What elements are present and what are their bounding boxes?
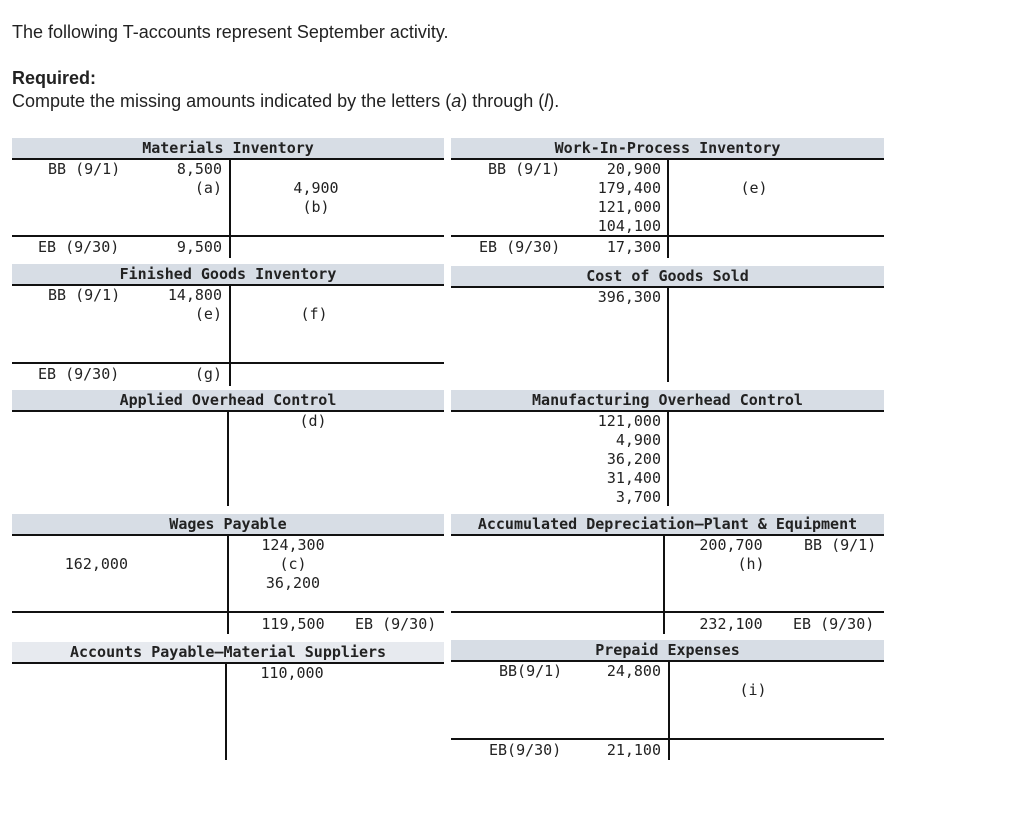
required-text-part: Compute the missing amounts indicated by the letters ( — [12, 91, 452, 111]
debit-value: 179,400 — [597, 179, 661, 197]
intro-text: The following T-accounts represent September activity. — [12, 22, 449, 42]
eb-value: 17,300 — [606, 238, 661, 256]
account-title: Materials Inventory — [12, 138, 444, 160]
credit-value: 110,000 — [260, 664, 324, 682]
t-divider — [663, 536, 665, 634]
t-divider — [229, 286, 231, 386]
missing-e: (e) — [740, 179, 768, 197]
missing-c: (c) — [279, 555, 307, 573]
account-title: Applied Overhead Control — [12, 390, 444, 412]
required-text-part: ) through ( — [461, 91, 545, 111]
account-title: Manufacturing Overhead Control — [451, 390, 884, 412]
missing-e: (e) — [194, 305, 222, 323]
missing-h: (h) — [737, 555, 765, 573]
missing-i: (i) — [739, 681, 767, 699]
debit-value: 3,700 — [615, 488, 661, 506]
debit-value: 31,400 — [606, 469, 661, 487]
bb-label: BB (9/1) — [488, 160, 561, 178]
missing-d: (d) — [299, 412, 327, 430]
t-divider — [667, 288, 669, 382]
t-divider — [225, 664, 227, 760]
eb-label: EB(9/30) — [489, 741, 562, 759]
t-divider — [667, 412, 669, 506]
required-text-part: ). — [548, 91, 560, 111]
bb-value: 14,800 — [167, 286, 222, 304]
account-title: Cost of Goods Sold — [451, 266, 884, 288]
balance-rule — [451, 611, 884, 613]
eb-value: 232,100 — [699, 615, 763, 633]
t-account-wip-inventory — [451, 138, 884, 258]
missing-g: (g) — [194, 365, 222, 383]
account-title: Accounts Payable–Material Suppliers — [12, 642, 444, 664]
bb-label: BB (9/1) — [48, 160, 121, 178]
account-title: Finished Goods Inventory — [12, 264, 444, 286]
t-account-finished-goods — [12, 264, 444, 386]
bb-label: BB (9/1) — [48, 286, 121, 304]
letter-a: a — [451, 91, 462, 111]
eb-label: EB (9/30) — [793, 615, 875, 633]
required-heading: Required: — [12, 68, 97, 88]
debit-value: 104,100 — [597, 217, 661, 235]
t-account-prepaid-expenses — [451, 640, 884, 760]
missing-f: (f) — [300, 305, 328, 323]
bb-label: BB (9/1) — [804, 536, 877, 554]
credit-value: 124,300 — [261, 536, 325, 554]
eb-label: EB (9/30) — [38, 365, 120, 383]
t-divider — [667, 160, 669, 258]
t-divider — [229, 160, 231, 258]
credit-value: 4,900 — [293, 179, 339, 197]
letter-l: l — [544, 91, 549, 111]
bb-value: 200,700 — [699, 536, 763, 554]
missing-a: (a) — [194, 179, 222, 197]
eb-label: EB (9/30) — [479, 238, 561, 256]
t-account-manufacturing-overhead — [451, 390, 884, 506]
bb-value: 24,800 — [606, 662, 661, 680]
account-title: Work-In-Process Inventory — [451, 138, 884, 160]
t-account-cogs — [451, 266, 884, 382]
eb-label: EB (9/30) — [355, 615, 437, 633]
debit-value: 121,000 — [597, 412, 661, 430]
debit-value: 36,200 — [606, 450, 661, 468]
debit-value: 121,000 — [597, 198, 661, 216]
eb-value: 9,500 — [176, 238, 222, 256]
debit-value: 162,000 — [64, 555, 128, 573]
account-title: Accumulated Depreciation–Plant & Equipment — [451, 514, 884, 536]
bb-value: 8,500 — [176, 160, 222, 178]
bb-label: BB(9/1) — [499, 662, 563, 680]
missing-b: (b) — [302, 198, 330, 216]
debit-value: 4,900 — [615, 431, 661, 449]
credit-value: 36,200 — [265, 574, 321, 592]
t-divider — [227, 536, 229, 634]
eb-value: 21,100 — [606, 741, 661, 759]
t-divider — [227, 412, 229, 506]
t-account-accounts-payable — [12, 642, 444, 760]
account-title: Prepaid Expenses — [451, 640, 884, 662]
t-account-materials-inventory — [12, 138, 444, 258]
debit-value: 20,900 — [606, 160, 661, 178]
balance-rule — [12, 611, 444, 613]
t-divider — [668, 662, 670, 760]
debit-value: 396,300 — [597, 288, 661, 306]
eb-value: 119,500 — [261, 615, 325, 633]
required-text — [12, 91, 559, 112]
t-account-accumulated-depreciation — [451, 514, 884, 634]
account-title: Wages Payable — [12, 514, 444, 536]
t-account-applied-overhead — [12, 390, 444, 506]
eb-label: EB (9/30) — [38, 238, 120, 256]
t-account-wages-payable — [12, 514, 444, 634]
